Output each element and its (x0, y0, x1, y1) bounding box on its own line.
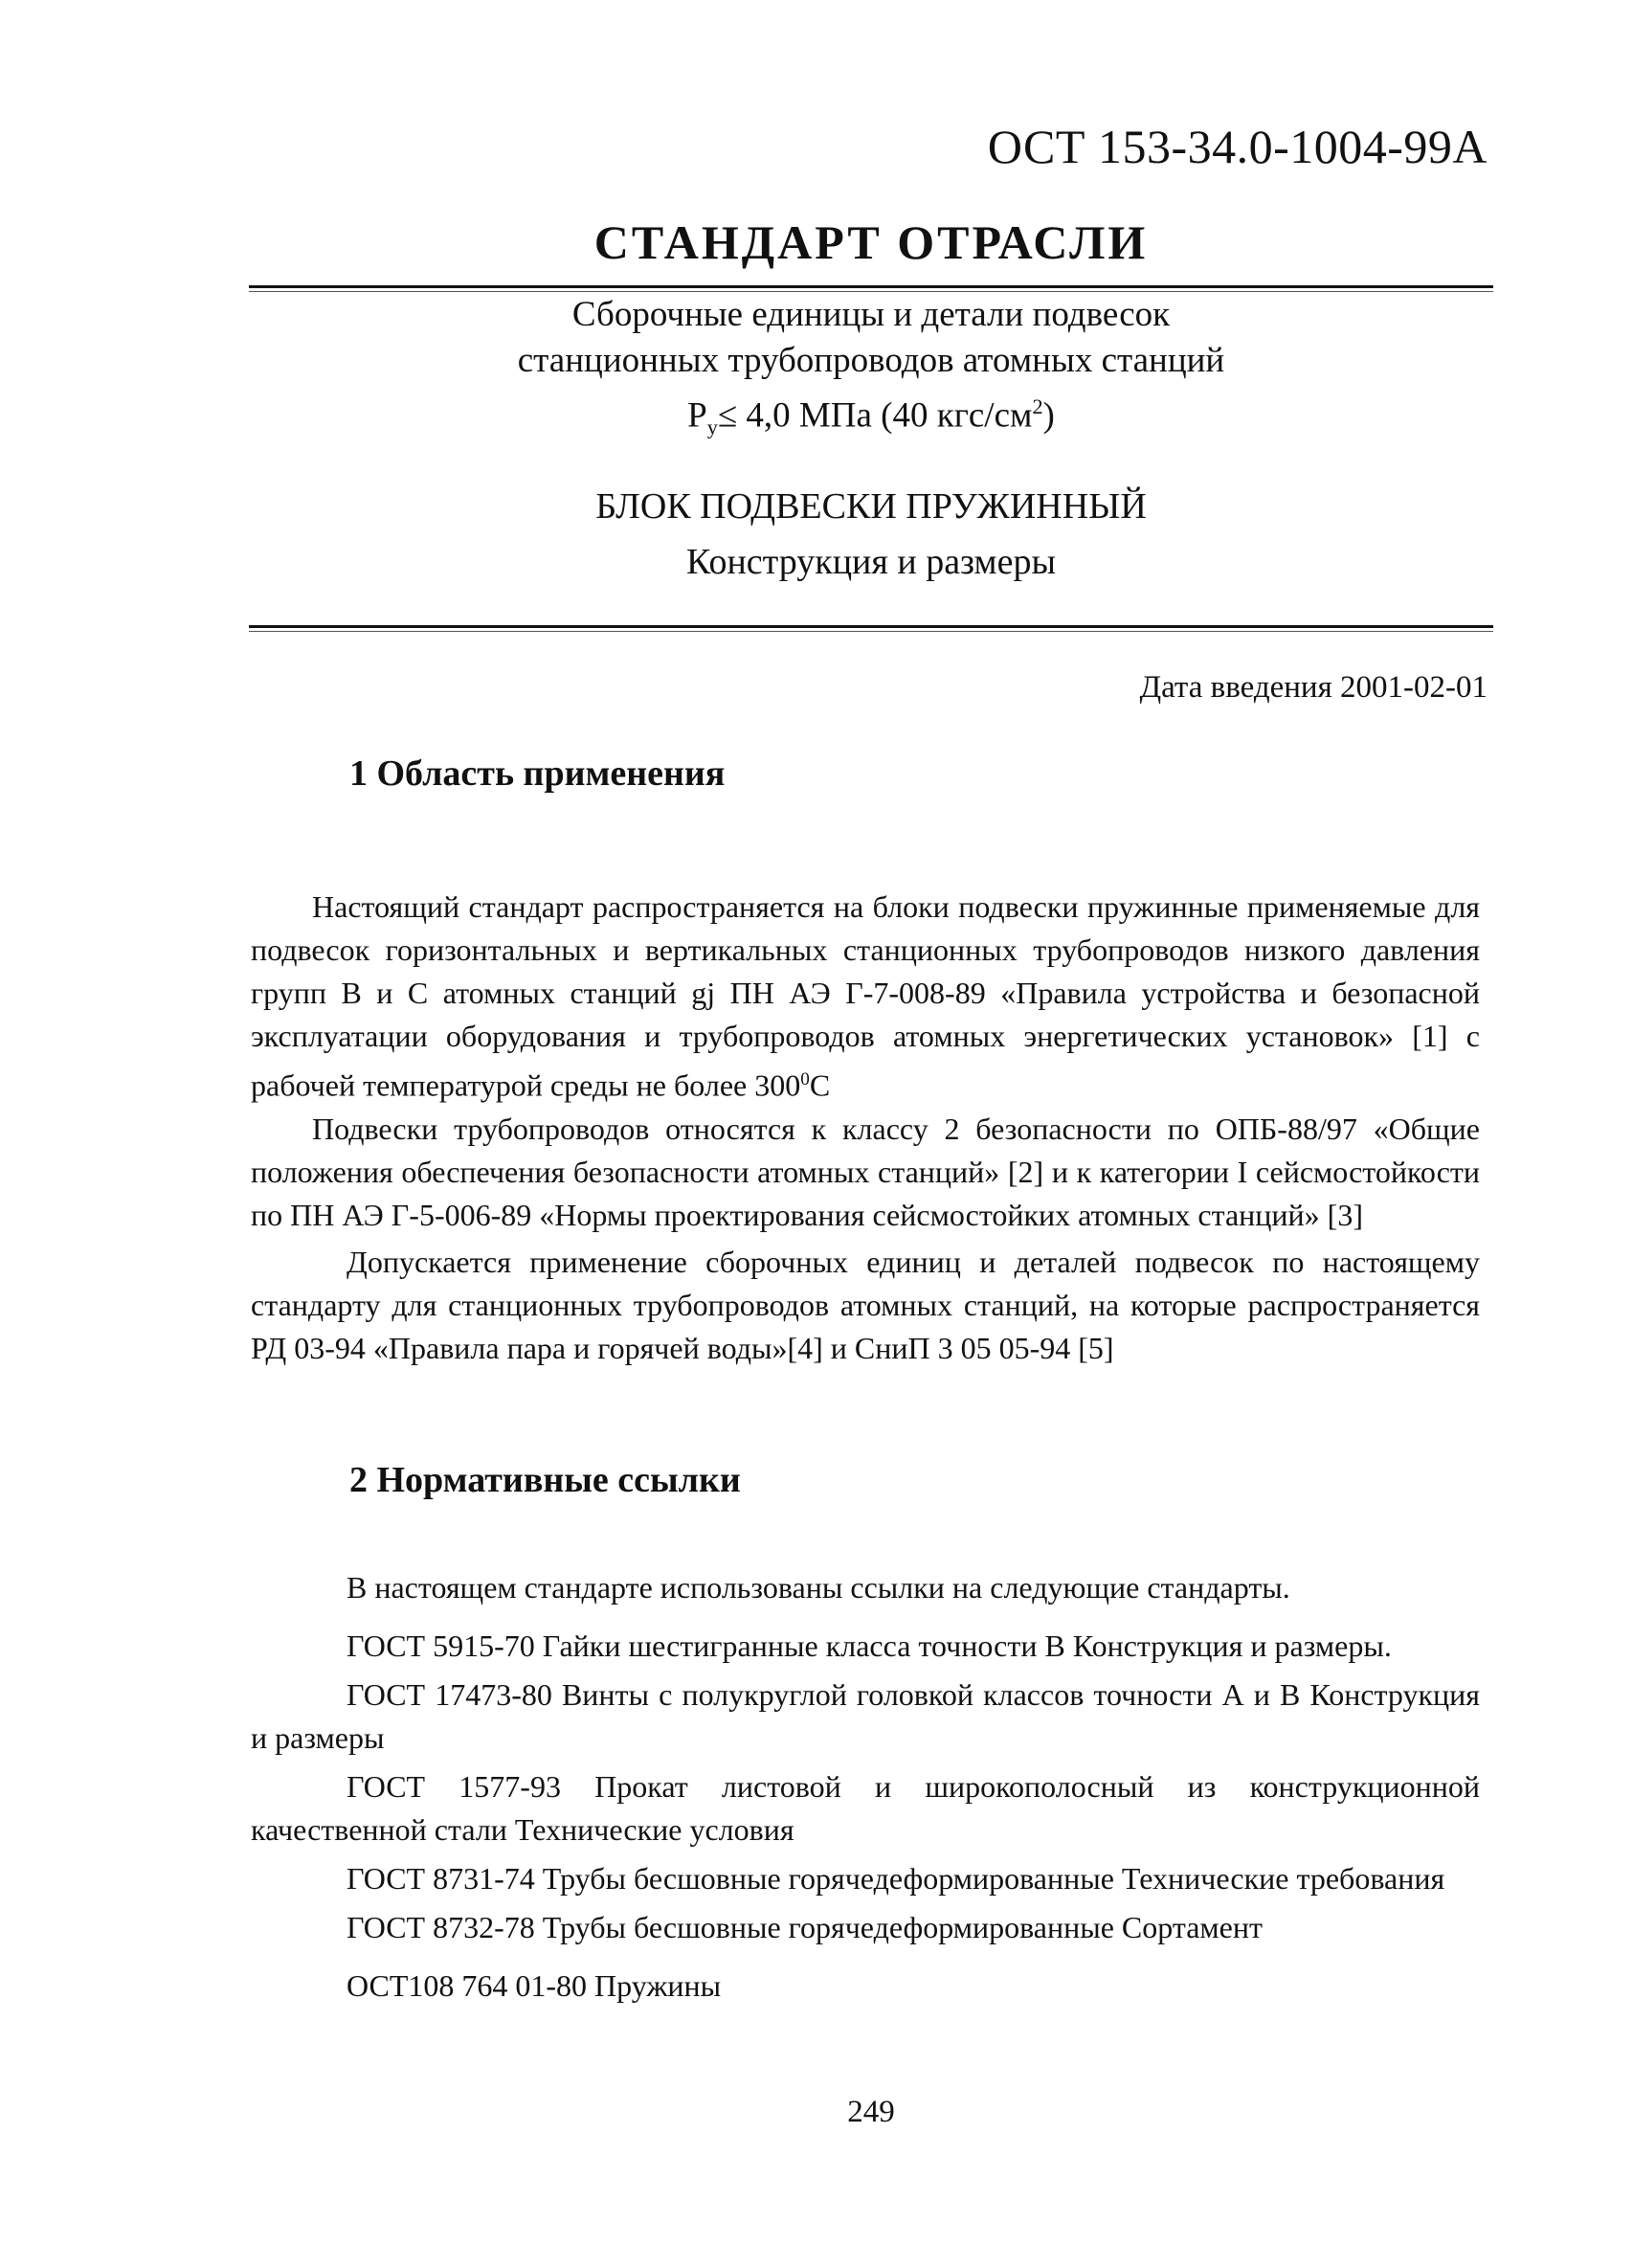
reference-item: ГОСТ 8731-74 Трубы бесшовные горячедеформированные Технические требования (347, 1861, 1445, 1896)
page-title: СТАНДАРТ ОТРАСЛИ (593, 215, 1149, 269)
reference-item: ГОСТ 5915-70 Гайки шестигранные класса точности В Конструкция и размеры. (347, 1628, 1392, 1663)
top-divider (249, 285, 1493, 292)
section-2-intro: В настоящем стандарте использованы ссылки на следующие стандарты. (347, 1570, 1290, 1605)
reference-item: ГОСТ 8732-78 Трубы бесшовные горячедеформированные Сортамент (347, 1910, 1263, 1944)
block-title-group (0, 479, 1633, 590)
section-1-paragraph-2: Подвески трубопроводов относятся к классу 2 безопасности по ОПБ-88/97 «Общие положения обеспечения безопасности атомных станций» [2] и к категории I сейсмостойкости по ПН АЭ Г-5-006-89 «Нормы проектирования сейсмостойких атомных станций» [3] (251, 1111, 1480, 1232)
effective-date: Дата введения 2001-02-01 (1139, 670, 1488, 705)
section-2-heading: 2 Нормативные ссылки (349, 1460, 741, 1500)
section-1-body (251, 886, 1480, 1370)
document-subtitle (0, 292, 1633, 451)
bottom-divider (249, 625, 1493, 632)
reference-item: ГОСТ 17473-80 Винты с полукруглой головкой классов точности А и В Конструкция и размеры (251, 1677, 1480, 1755)
section-2-body (251, 1566, 1480, 2013)
section-1-heading: 1 Область применения (349, 753, 726, 794)
block-title: БЛОК ПОДВЕСКИ ПРУЖИННЫЙ (595, 486, 1147, 527)
section-1-paragraph-1: Настоящий стандарт распространяется на блоки подвески пружинные применяемые для подвесок горизонтальных и вертикальных станционных трубопроводов низкого давления групп В и С атомных станций gj ПН АЭ Г-7-008-89 «Правила устройства и безопасной эксплуатации оборудования и трубопроводов атомных энергетических установок» [1] с рабочей температурой среды не более $300^0С$ (251, 889, 1480, 1103)
section-1-paragraph-3: Допускается применение сборочных единиц и деталей подвесок по настоящему стандарту для станционных трубопроводов атомных станций, на которые распространяется РД 03-94 «Правила пара и горячей воды»[4] и СниП 3 05 05-94 [5] (251, 1244, 1480, 1365)
subtitle-line-2: станционных трубопроводов атомных станций (517, 341, 1225, 380)
block-subtitle: Конструкция и размеры (686, 542, 1056, 582)
subtitle-line-3: $P_y\le 4,0$ МПа (40 кгс/$см^2$) (687, 394, 1055, 439)
reference-item: ГОСТ 1577-93 Прокат листовой и широкополосный из конструкционной качественной стали Технические условия (251, 1769, 1480, 1847)
reference-item: ОСТ108 764 01-80 Пружины (347, 1968, 722, 2003)
page-number: 249 (847, 2095, 895, 2129)
subtitle-line-1: Сборочные единицы и детали подвесок (571, 295, 1171, 334)
standard-code: ОСТ 153-34.0-1004-99А (987, 120, 1488, 173)
